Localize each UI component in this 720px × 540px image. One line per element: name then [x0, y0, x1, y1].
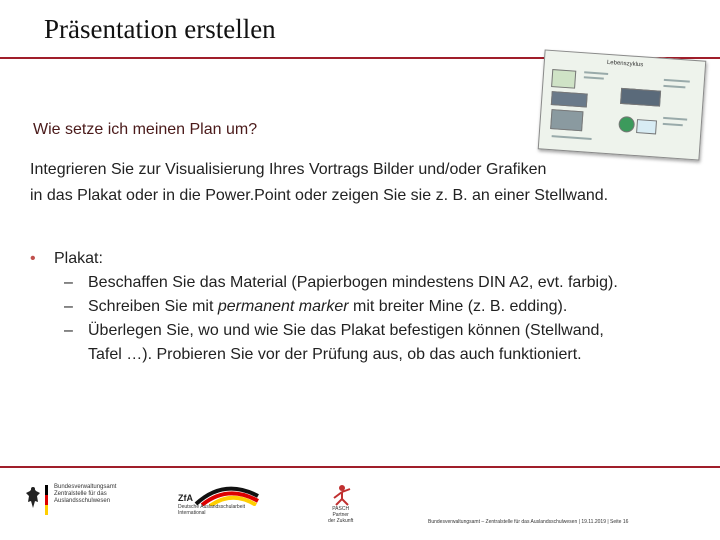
- bva-logo-text: Bundesverwaltungsamt Zentralstelle für das Auslandsschulwesen: [54, 484, 117, 504]
- poster-text-line: [552, 135, 592, 140]
- footer-divider: [0, 466, 720, 468]
- footer-text: Bundesverwaltungsamt – Zentralstelle für das Auslandsschulwesen | 19.11.2019 | Seite 16: [428, 519, 629, 525]
- dash-icon: –: [64, 322, 73, 339]
- dash-icon: –: [64, 298, 73, 315]
- subheading: Wie setze ich meinen Plan um?: [33, 121, 258, 138]
- sub-bullet-item: [30, 271, 700, 295]
- paragraph-line: in das Plakat oder in die Power.Point oder zeigen Sie sie z. B. an einer Stellwand.: [30, 187, 609, 204]
- poster-photo: [550, 109, 583, 131]
- sub-bullet-item: [30, 319, 700, 343]
- poster-graphic: [636, 119, 657, 134]
- paragraph-line: Integrieren Sie zur Visualisierung Ihres Vortrags Bilder und/oder Grafiken: [30, 161, 547, 178]
- sub-bullet-emphasis: permanent marker: [217, 298, 349, 315]
- intro-paragraph: [30, 157, 690, 209]
- bullet-list: [30, 247, 700, 367]
- zfa-logo: [176, 484, 266, 520]
- poster-photo: [551, 69, 576, 89]
- sub-bullet-item: [30, 295, 700, 319]
- german-flag-icon: [45, 485, 48, 515]
- pasch-logo-text: PASCH Partner der Zukunft: [328, 506, 354, 524]
- poster-text-line: [664, 79, 690, 83]
- sub-bullet-text-after: mit breiter Mine (z. B. edding).: [348, 298, 568, 315]
- bva-logo: [24, 484, 174, 520]
- bullet-item: [30, 247, 700, 271]
- poster-graphic: [618, 116, 635, 133]
- poster-title: Lebenszyklus: [606, 59, 644, 69]
- eagle-icon: [24, 484, 42, 514]
- poster-text-line: [584, 71, 608, 75]
- bullet-label: Plakat:: [54, 250, 103, 267]
- poster-text-line: [663, 117, 687, 121]
- pasch-figure-icon: [330, 484, 354, 506]
- poster-text-line: [663, 85, 685, 89]
- sub-bullet-text-before: Schreiben Sie mit: [88, 298, 218, 315]
- poster-photo: [620, 88, 661, 107]
- zfa-logo-text: Deutsche Auslandsschularbeit International: [178, 504, 245, 516]
- zfa-abbr: ZfA: [178, 493, 193, 503]
- dash-icon: –: [64, 274, 73, 291]
- sub-bullet-text: Überlegen Sie, wo und wie Sie das Plakat befestigen können (Stellwand,: [88, 322, 604, 339]
- pasch-logo: [322, 484, 362, 524]
- sub-bullet-text: Beschaffen Sie das Material (Papierbogen mindestens DIN A2, evt. farbig).: [88, 274, 618, 291]
- bullet-dot-icon: •: [30, 250, 36, 267]
- sub-bullet-continuation: Tafel …). Probieren Sie vor der Prüfung aus, ob das auch funktioniert.: [88, 346, 582, 363]
- zfa-arc-icon: [194, 484, 260, 506]
- poster-image: [538, 49, 707, 160]
- poster-text-line: [584, 76, 604, 79]
- poster-photo: [551, 91, 588, 107]
- slide-title: Präsentation erstellen: [44, 14, 276, 44]
- poster-text-line: [663, 123, 683, 126]
